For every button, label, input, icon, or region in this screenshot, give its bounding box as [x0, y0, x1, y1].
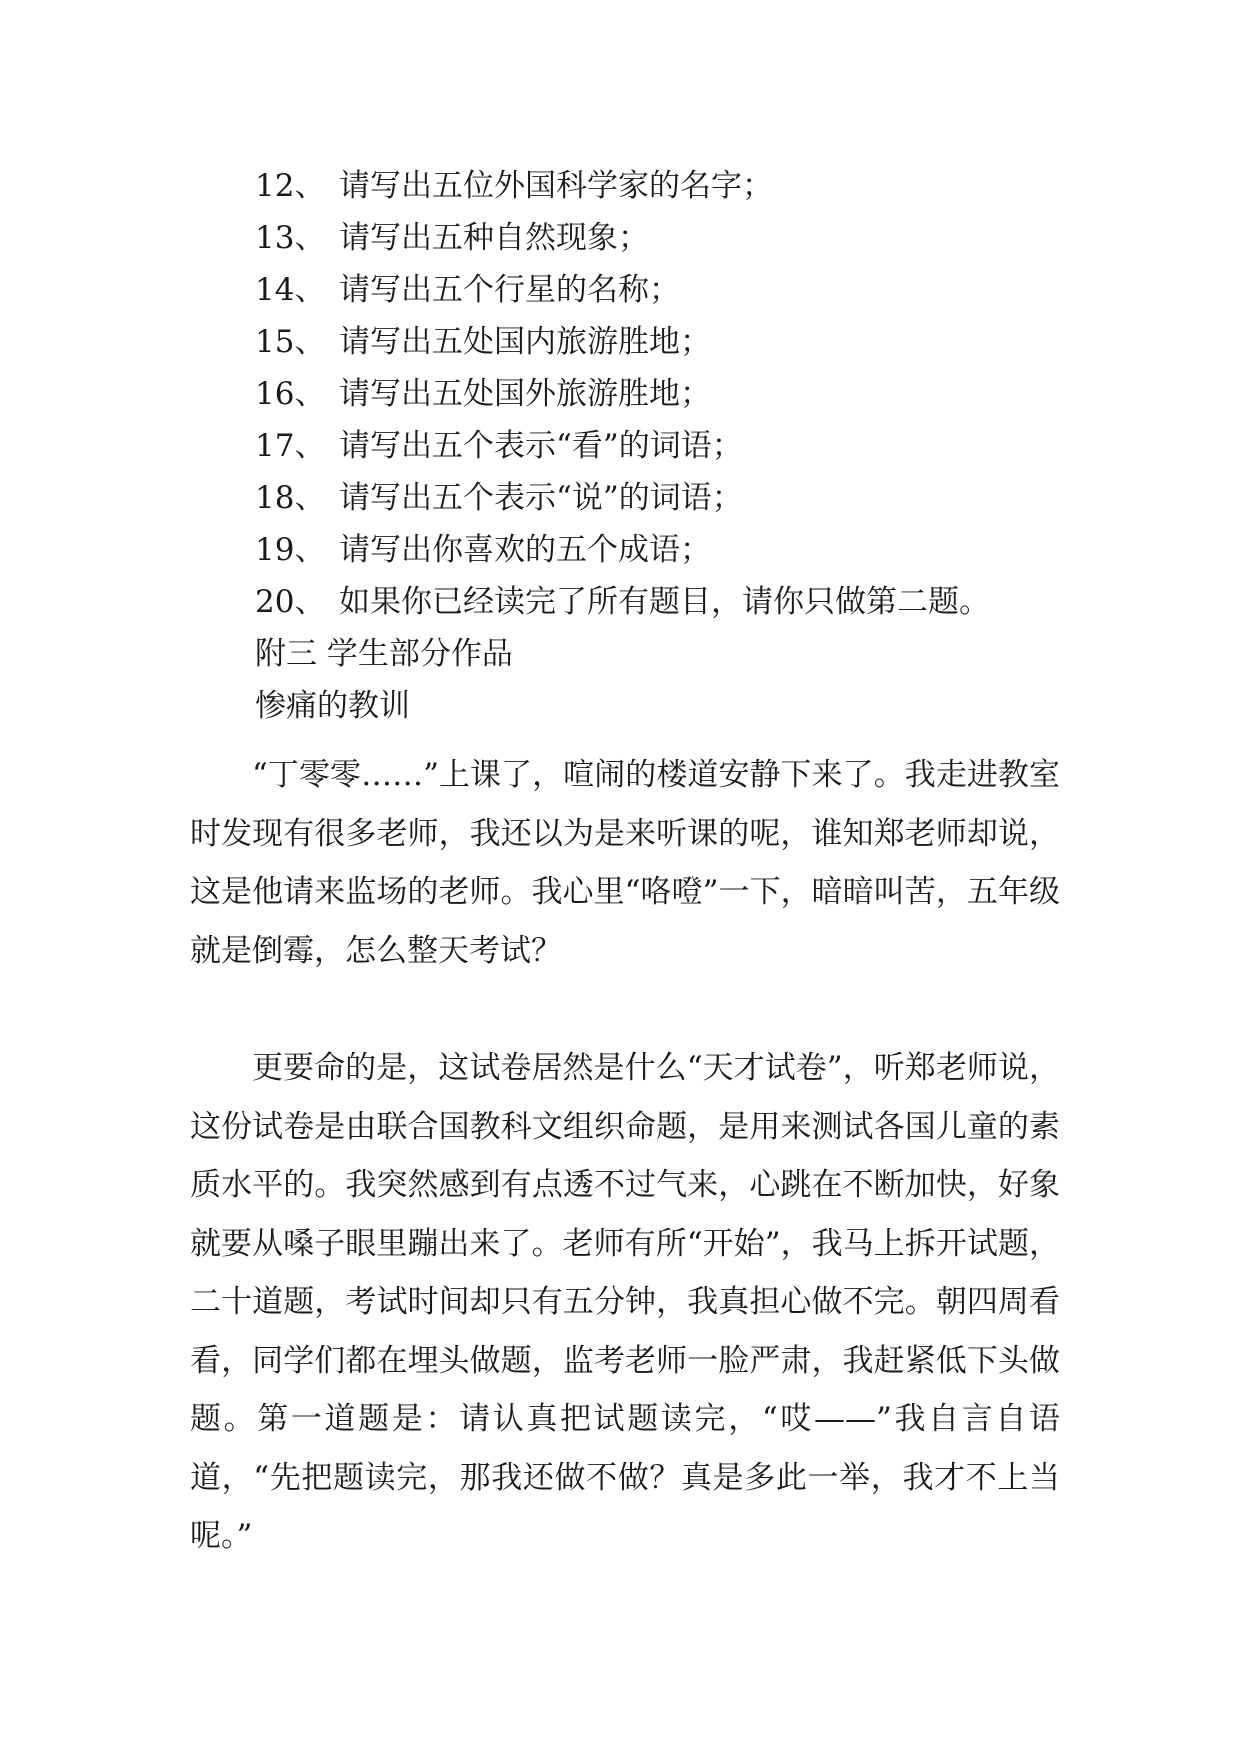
question-text: 如果你已经读完了所有题目，请你只做第二题。	[339, 584, 990, 620]
question-text: 请写出五处国外旅游胜地；	[339, 376, 711, 412]
question-item	[255, 270, 680, 310]
question-item	[255, 218, 649, 258]
question-text: 请写出五个表示“看”的词语；	[339, 428, 743, 464]
question-item	[255, 478, 743, 518]
question-number: 12、	[255, 168, 326, 204]
question-text: 请写出五处国内旅游胜地；	[339, 324, 711, 360]
question-item	[255, 582, 990, 622]
question-number: 15、	[255, 324, 326, 360]
question-item	[255, 374, 711, 414]
question-item	[255, 426, 743, 466]
question-number: 20、	[255, 584, 326, 620]
question-text: 请写出五位外国科学家的名字；	[339, 168, 773, 204]
question-number: 13、	[255, 220, 326, 256]
essay-title: 惨痛的教训	[255, 688, 410, 724]
question-number: 17、	[255, 428, 326, 464]
question-item	[255, 166, 773, 206]
appendix-heading: 附三 学生部分作品	[255, 636, 513, 672]
question-text: 请写出五个表示“说”的词语；	[339, 480, 743, 516]
question-number: 19、	[255, 532, 326, 568]
question-item	[255, 322, 711, 362]
question-number: 14、	[255, 272, 326, 308]
essay-paragraph: “丁零零……”上课了，喧闹的楼道安静下来了。我走进教室时发现有很多老师，我还以为是来听课的呢，谁知郑老师却说，这是他请来监场的老师。我心里“咯噔”一下，暗暗叫苦，五年级就是倒霉，怎么整天考试？	[190, 757, 1060, 969]
essay-paragraph: 更要命的是，这试卷居然是什么“天才试卷”，听郑老师说，这份试卷是由联合国教科文组织命题，是用来测试各国儿童的素质水平的。我突然感到有点透不过气来，心跳在不断加快，好象就要从嗓子眼里蹦出来了。老师有所“开始”，我马上拆开试题，二十道题，考试时间却只有五分钟，我真担心做不完。朝四周看看，同学们都在埋头做题，监考老师一脸严肃，我赶紧低下头做题。第一道题是：请认真把试题读完，“哎——”我自言自语道，“先把题读完，那我还做不做？真是多此一举，我才不上当呢。”	[190, 1050, 1060, 1554]
question-text: 请写出你喜欢的五个成语；	[339, 532, 711, 568]
question-text: 请写出五种自然现象；	[339, 220, 649, 256]
question-text: 请写出五个行星的名称；	[339, 272, 680, 308]
question-number: 16、	[255, 376, 326, 412]
question-number: 18、	[255, 480, 326, 516]
question-item	[255, 530, 711, 570]
